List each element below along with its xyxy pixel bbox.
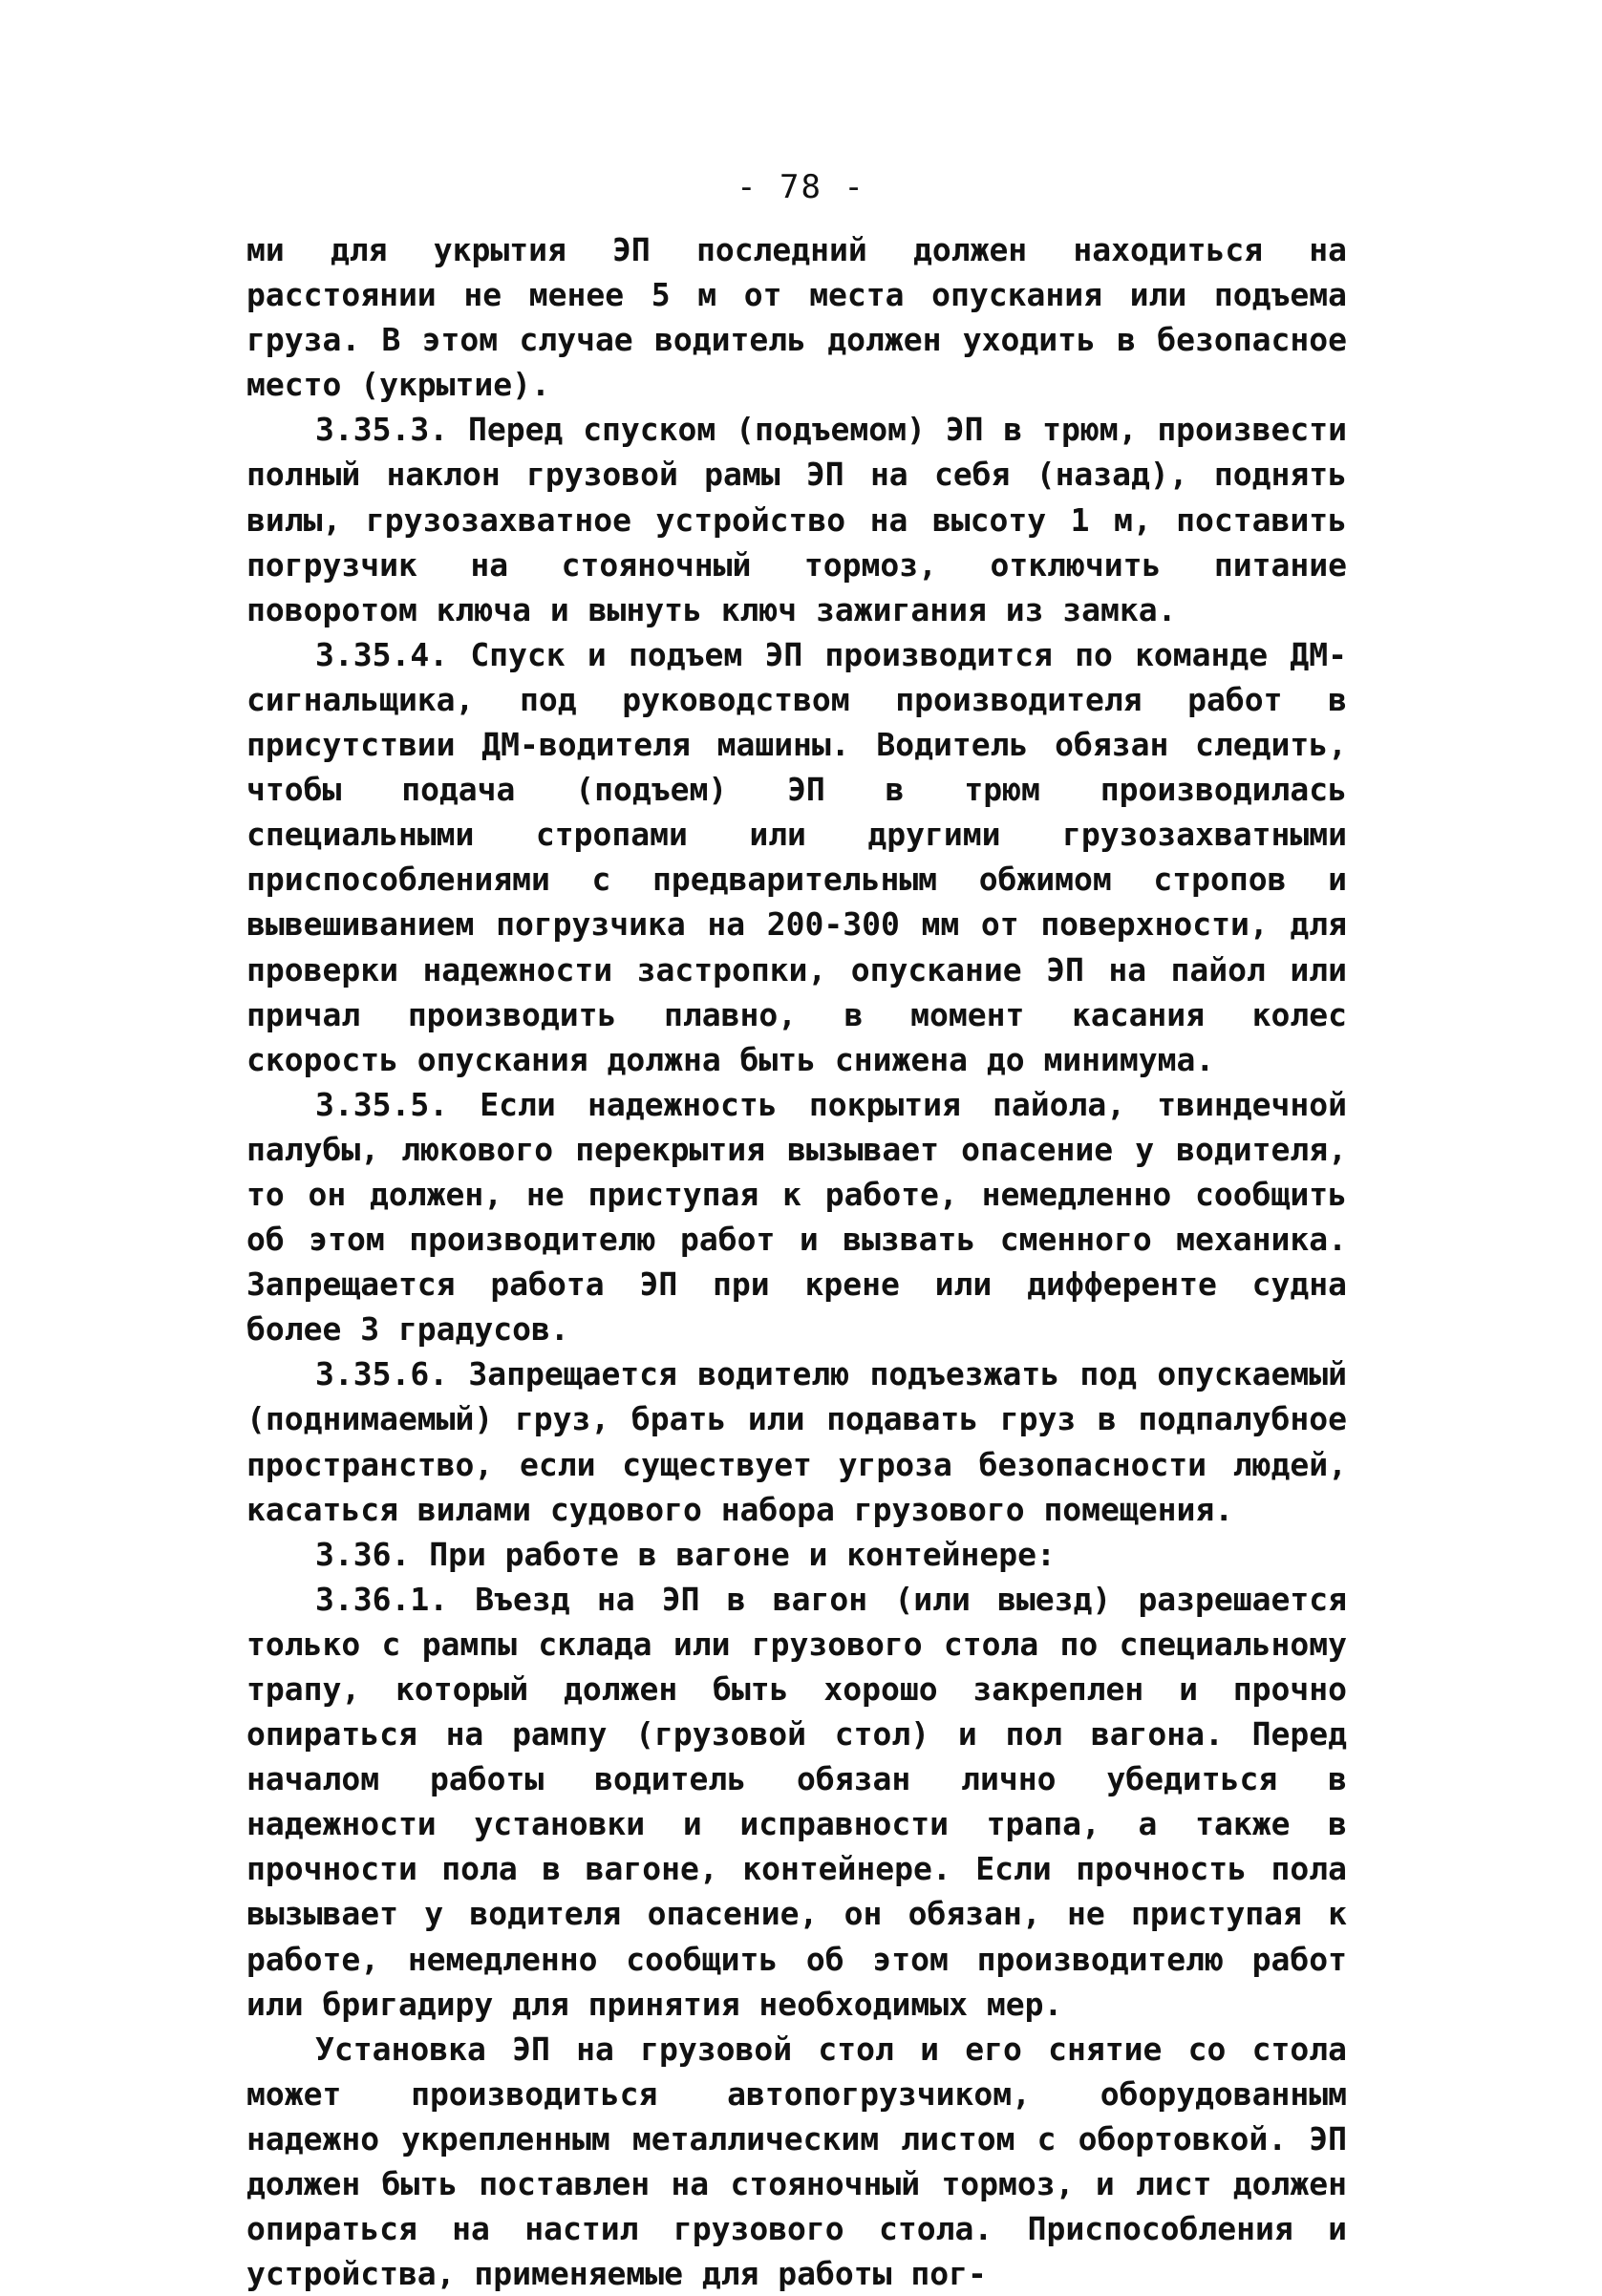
paragraph-loader-installation: Установка ЭП на грузовой стол и его снятие со стола может производиться автопогрузчиком, оборудованным надежно укрепленным металлическим листом с обортовкой. ЭП должен быть поставлен на стояночный тормоз, и лист должен опираться на настил грузового стола. Приспособления и устройства, применяемые для работы пог- [246, 2030, 1347, 2293]
page-number: - 78 - [737, 168, 865, 206]
paragraph-3-35-5: 3.35.5. Если надежность покрытия пайола, твиндечной палубы, люкового перекрытия вызывает опасение у водителя, то он должен, не приступая к работе, немедленно сообщить об этом производителю работ и вызвать сменного механика. Запрещается работа ЭП при крене или дифференте судна более 3 градусов. [246, 1085, 1347, 1349]
paragraph-3-35-3: 3.35.3. Перед спуском (подъемом) ЭП в трюм, произвести полный наклон грузовой рамы ЭП на себя (назад), поднять вилы, грузозахватное устройство на высоту 1 м, поставить погрузчик на стояночный тормоз, отключить питание поворотом ключа и вынуть ключ зажигания из замка. [246, 411, 1347, 628]
paragraph-3-36: 3.36. При работе в вагоне и контейнере: [315, 1535, 1056, 1573]
document-body [246, 227, 1347, 2296]
paragraph-3-35-6: 3.35.6. Запрещается водителю подъезжать под опускаемый (поднимаемый) груз, брать или подавать груз в подпалубное пространство, если существует угроза безопасности людей, касаться вилами судового набора грузового помещения. [246, 1355, 1347, 1528]
paragraph-3-35-4: 3.35.4. Спуск и подъем ЭП производится по команде ДМ-сигнальщика, под руководством производителя работ в присутствии ДМ-водителя машины. Водитель обязан следить, чтобы подача (подъем) ЭП в трюм производилась специальными стропами или другими грузозахватными приспособлениями с предварительным обжимом стропов и вывешиванием погрузчика на 200-300 мм от поверхности, для проверки надежности застропки, опускание ЭП на пайол или причал производить плавно, в момент касания колес скорость опускания должна быть снижена до минимума. [246, 635, 1347, 1078]
paragraph-3-36-1: 3.36.1. Въезд на ЭП в вагон (или выезд) разрешается только с рампы склада или грузового стола по специальному трапу, который должен быть хорошо закреплен и прочно опираться на рампу (грузовой стол) и пол вагона. Перед началом работы водитель обязан лично убедиться в надежности установки и исправности трапа, а также в прочности пола в вагоне, контейнере. Если прочность пола вызывает у водителя опасение, он обязан, не приступая к работе, немедленно сообщить об этом производителю работ или бригадиру для принятия необходимых мер. [246, 1580, 1347, 2023]
paragraph-continuation: ми для укрытия ЭП последний должен находиться на расстоянии не менее 5 м от места опускания или подъема груза. В этом случае водитель должен уходить в безопасное место (укрытие). [246, 231, 1347, 404]
